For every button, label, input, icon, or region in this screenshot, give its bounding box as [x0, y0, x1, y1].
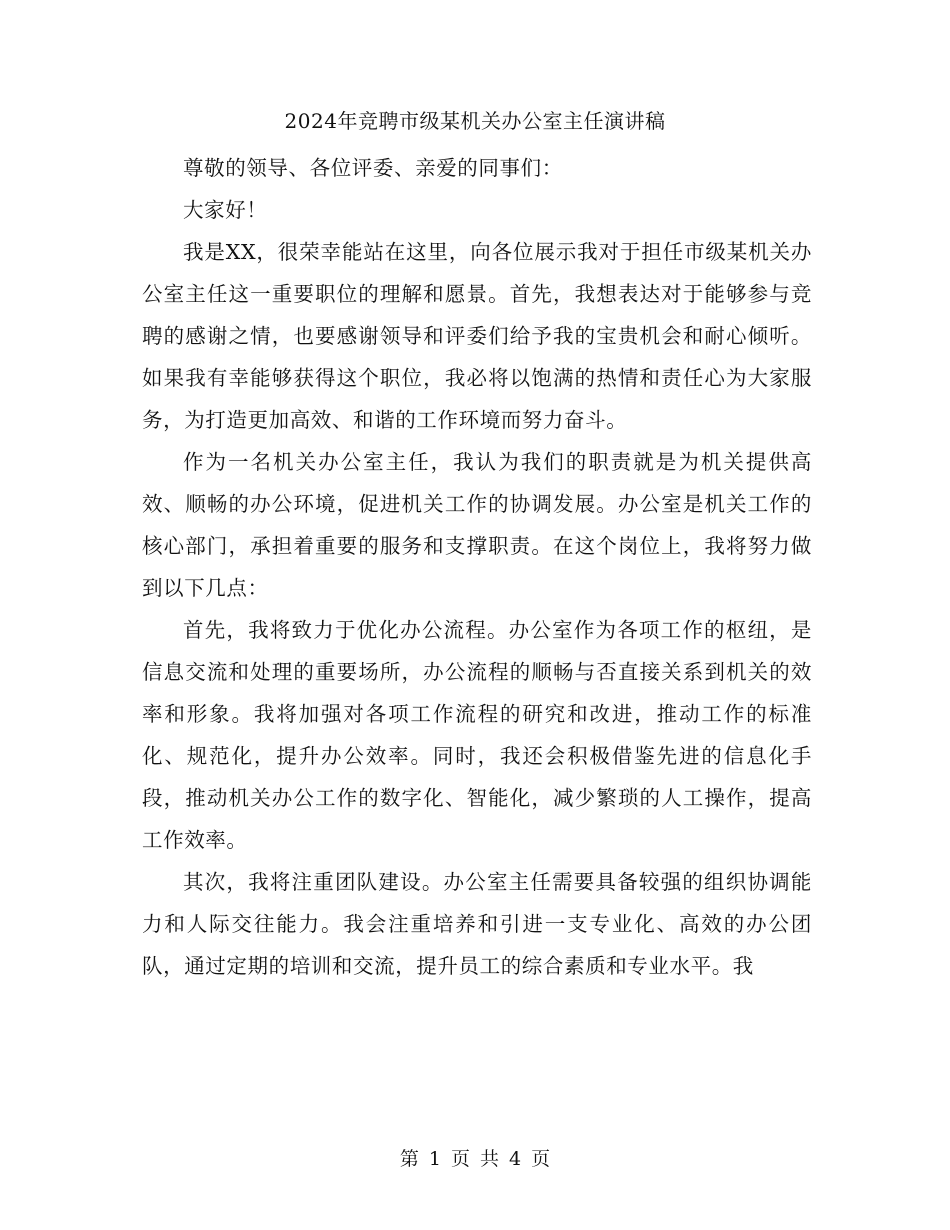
- page-footer: 第 1 页 共 4 页: [399, 1148, 551, 1170]
- paragraph-point-two: 其次，我将注重团队建设。办公室主任需要具备较强的组织协调能力和人际交往能力。我会注重培养和引进一支专业化、高效的办公团队，通过定期的培训和交流，提升员工的综合素质和专业水平。我: [142, 870, 812, 978]
- paragraph-point-one: 首先，我将致力于优化办公流程。办公室作为各项工作的枢纽，是信息交流和处理的重要场所，办公流程的顺畅与否直接关系到机关的效率和形象。我将加强对各项工作流程的研究和改进，推动工作的标准化、规范化，提升办公效率。同时，我还会积极借鉴先进的信息化手段，推动机关办公工作的数字化、智能化，减少繁琐的人工操作，提高工作效率。: [142, 618, 812, 852]
- paragraph-greeting: 大家好！: [183, 198, 268, 222]
- document-body: [142, 147, 812, 987]
- paragraph-salutation: 尊敬的领导、各位评委、亲爱的同事们：: [183, 156, 563, 180]
- document-title: 2024年竞聘市级某机关办公室主任演讲稿: [284, 109, 666, 133]
- paragraph-introduction: 我是XX，很荣幸能站在这里，向各位展示我对于担任市级某机关办公室主任这一重要职位的理解和愿景。首先，我想表达对于能够参与竞聘的感谢之情，也要感谢领导和评委们给予我的宝贵机会和耐心倾听。如果我有幸能够获得这个职位，我必将以饱满的热情和责任心为大家服务，为打造更加高效、和谐的工作环境而努力奋斗。: [142, 240, 812, 432]
- paragraph-role-understanding: 作为一名机关办公室主任，我认为我们的职责就是为机关提供高效、顺畅的办公环境，促进机关工作的协调发展。办公室是机关工作的核心部门，承担着重要的服务和支撑职责。在这个岗位上，我将努力做到以下几点：: [142, 450, 812, 600]
